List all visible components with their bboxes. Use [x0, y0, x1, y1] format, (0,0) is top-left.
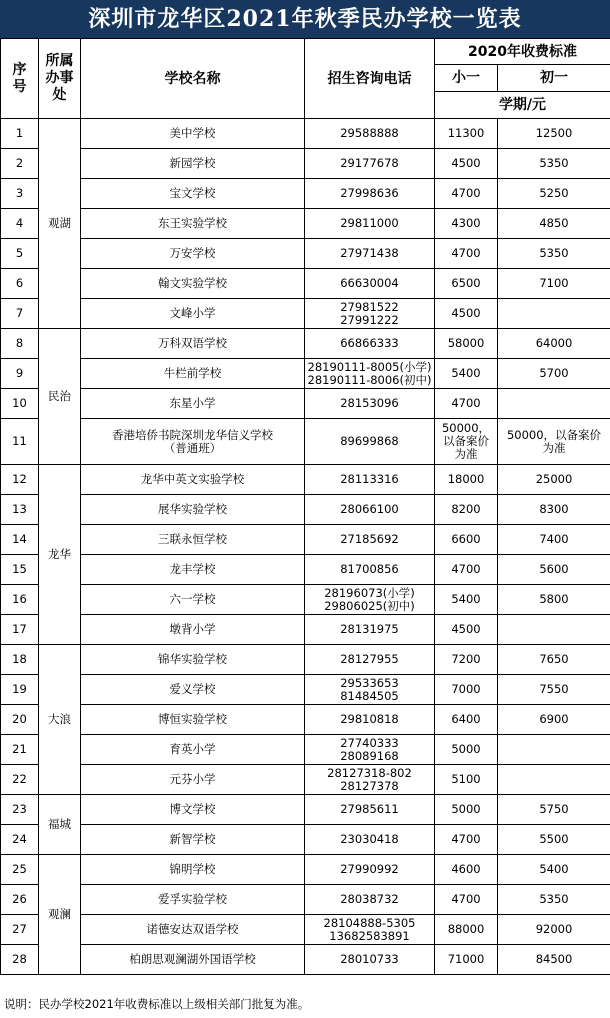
- school-name: 元芬小学: [81, 765, 305, 795]
- school-name: 博文学校: [81, 795, 305, 825]
- fee-junior: 92000: [498, 915, 610, 945]
- phone-number: 28066100: [305, 495, 435, 525]
- fee-primary: 7000: [435, 675, 498, 705]
- fee-junior: 25000: [498, 465, 610, 495]
- page-title: 深圳市龙华区2021年秋季民办学校一览表: [0, 0, 610, 38]
- fee-primary: 18000: [435, 465, 498, 495]
- phone-number: 28153096: [305, 389, 435, 419]
- row-index: 10: [1, 389, 39, 419]
- school-name: 育英小学: [81, 735, 305, 765]
- phone-number: 27985611: [305, 795, 435, 825]
- header-junior: 初一: [498, 65, 610, 92]
- school-name: 文峰小学: [81, 299, 305, 329]
- phone-number: 28104888-5305 13682583891: [305, 915, 435, 945]
- row-index: 24: [1, 825, 39, 855]
- fee-primary: 8200: [435, 495, 498, 525]
- school-name: 万科双语学校: [81, 329, 305, 359]
- school-name: 东王实验学校: [81, 209, 305, 239]
- phone-number: 28127318-802 28127378: [305, 765, 435, 795]
- header-primary: 小一: [435, 65, 498, 92]
- school-name: 爱孚实验学校: [81, 885, 305, 915]
- office-cell: 观湖: [39, 119, 81, 329]
- row-index: 3: [1, 179, 39, 209]
- table-row: [1, 419, 610, 465]
- school-name: 墩背小学: [81, 615, 305, 645]
- fee-primary: 7200: [435, 645, 498, 675]
- fee-junior: 12500: [498, 119, 610, 149]
- table-row: [1, 269, 610, 299]
- phone-number: 28113316: [305, 465, 435, 495]
- school-name: 爱义学校: [81, 675, 305, 705]
- fee-primary: 4700: [435, 825, 498, 855]
- fee-primary: 4700: [435, 885, 498, 915]
- fee-junior: 5350: [498, 239, 610, 269]
- table-row: [1, 765, 610, 795]
- fee-primary: 5400: [435, 585, 498, 615]
- table-row: [1, 119, 610, 149]
- phone-number: 27981522 27991222: [305, 299, 435, 329]
- fee-junior: 5350: [498, 149, 610, 179]
- school-name: 六一学校: [81, 585, 305, 615]
- phone-number: 29810818: [305, 705, 435, 735]
- row-index: 19: [1, 675, 39, 705]
- school-name: 博恒实验学校: [81, 705, 305, 735]
- school-name: 美中学校: [81, 119, 305, 149]
- table-row: [1, 359, 610, 389]
- phone-number: 29588888: [305, 119, 435, 149]
- fee-junior: [498, 299, 610, 329]
- fee-junior: 7550: [498, 675, 610, 705]
- fee-junior: [498, 735, 610, 765]
- phone-number: 66866333: [305, 329, 435, 359]
- fee-junior: 5400: [498, 855, 610, 885]
- row-index: 23: [1, 795, 39, 825]
- fee-junior: 7650: [498, 645, 610, 675]
- fee-junior: 6900: [498, 705, 610, 735]
- fee-junior: 5800: [498, 585, 610, 615]
- table-row: [1, 855, 610, 885]
- phone-number: 23030418: [305, 825, 435, 855]
- row-index: 7: [1, 299, 39, 329]
- table-row: [1, 299, 610, 329]
- fee-primary: 5000: [435, 735, 498, 765]
- fee-junior: [498, 389, 610, 419]
- school-name: 万安学校: [81, 239, 305, 269]
- school-name: 诺德安达双语学校: [81, 915, 305, 945]
- row-index: 20: [1, 705, 39, 735]
- phone-number: 28010733: [305, 945, 435, 975]
- row-index: 26: [1, 885, 39, 915]
- fee-primary: 5400: [435, 359, 498, 389]
- table-body: [1, 119, 610, 975]
- school-name: 锦明学校: [81, 855, 305, 885]
- fee-junior: 5350: [498, 885, 610, 915]
- table-row: [1, 389, 610, 419]
- header-school-name: 学校名称: [81, 39, 305, 119]
- fee-primary: 6500: [435, 269, 498, 299]
- header-index: 序号: [1, 39, 39, 119]
- fee-primary: 4700: [435, 239, 498, 269]
- phone-number: 81700856: [305, 555, 435, 585]
- row-index: 27: [1, 915, 39, 945]
- row-index: 1: [1, 119, 39, 149]
- fee-primary: 5000: [435, 795, 498, 825]
- fee-primary: 11300: [435, 119, 498, 149]
- fee-junior: 5500: [498, 825, 610, 855]
- fee-junior: [498, 765, 610, 795]
- phone-number: 66630004: [305, 269, 435, 299]
- row-index: 4: [1, 209, 39, 239]
- header-unit: 学期/元: [435, 92, 610, 119]
- table-row: [1, 915, 610, 945]
- fee-primary: 4500: [435, 615, 498, 645]
- row-index: 6: [1, 269, 39, 299]
- phone-number: 27998636: [305, 179, 435, 209]
- phone-number: 27740333 28089168: [305, 735, 435, 765]
- office-cell: 龙华: [39, 465, 81, 645]
- table-row: [1, 585, 610, 615]
- table-row: [1, 555, 610, 585]
- school-name: 香港培侨书院深圳龙华信义学校 （普通班）: [81, 419, 305, 465]
- table-row: [1, 495, 610, 525]
- school-name: 柏朗思观澜湖外国语学校: [81, 945, 305, 975]
- fee-primary: 50000， 以备案价 为准: [435, 419, 498, 465]
- fee-primary: 4600: [435, 855, 498, 885]
- school-name: 牛栏前学校: [81, 359, 305, 389]
- fee-primary: 6400: [435, 705, 498, 735]
- fee-primary: 5100: [435, 765, 498, 795]
- office-cell: 民治: [39, 329, 81, 465]
- fee-primary: 88000: [435, 915, 498, 945]
- phone-number: 29177678: [305, 149, 435, 179]
- row-index: 2: [1, 149, 39, 179]
- school-name: 东星小学: [81, 389, 305, 419]
- table-row: [1, 615, 610, 645]
- fee-junior: 5250: [498, 179, 610, 209]
- school-name: 展华实验学校: [81, 495, 305, 525]
- fee-primary: 6600: [435, 525, 498, 555]
- table-row: [1, 945, 610, 975]
- row-index: 25: [1, 855, 39, 885]
- fee-primary: 4700: [435, 179, 498, 209]
- table-row: [1, 825, 610, 855]
- row-index: 28: [1, 945, 39, 975]
- table-row: [1, 239, 610, 269]
- row-index: 15: [1, 555, 39, 585]
- phone-number: 29533653 81484505: [305, 675, 435, 705]
- row-index: 21: [1, 735, 39, 765]
- phone-number: 28196073(小学) 29806025(初中): [305, 585, 435, 615]
- phone-number: 27971438: [305, 239, 435, 269]
- school-name: 三联永恒学校: [81, 525, 305, 555]
- office-cell: 观澜: [39, 855, 81, 975]
- footnote: 说明：民办学校2021年收费标准以上级相关部门批复为准。: [4, 997, 310, 1011]
- table-row: [1, 735, 610, 765]
- table-row: [1, 645, 610, 675]
- fee-junior: [498, 615, 610, 645]
- fee-junior: 5750: [498, 795, 610, 825]
- table-row: [1, 329, 610, 359]
- table-row: [1, 149, 610, 179]
- school-name: 新智学校: [81, 825, 305, 855]
- school-name: 宝文学校: [81, 179, 305, 209]
- phone-number: 29811000: [305, 209, 435, 239]
- row-index: 5: [1, 239, 39, 269]
- fee-junior: 5600: [498, 555, 610, 585]
- phone-number: 28131975: [305, 615, 435, 645]
- table-row: [1, 465, 610, 495]
- phone-number: 28190111-8005(小学) 28190111-8006(初中): [305, 359, 435, 389]
- row-index: 22: [1, 765, 39, 795]
- row-index: 14: [1, 525, 39, 555]
- row-index: 12: [1, 465, 39, 495]
- phone-number: 89699868: [305, 419, 435, 465]
- table-row: [1, 795, 610, 825]
- row-index: 18: [1, 645, 39, 675]
- table-row: [1, 179, 610, 209]
- row-index: 8: [1, 329, 39, 359]
- fee-primary: 4500: [435, 299, 498, 329]
- school-name: 翰文实验学校: [81, 269, 305, 299]
- header-office: 所属办事处: [39, 39, 81, 119]
- fee-junior: 84500: [498, 945, 610, 975]
- fee-primary: 4500: [435, 149, 498, 179]
- phone-number: 27185692: [305, 525, 435, 555]
- school-name: 锦华实验学校: [81, 645, 305, 675]
- office-cell: 大浪: [39, 645, 81, 795]
- row-index: 16: [1, 585, 39, 615]
- row-index: 13: [1, 495, 39, 525]
- school-name: 新园学校: [81, 149, 305, 179]
- phone-number: 28038732: [305, 885, 435, 915]
- fee-primary: 4700: [435, 555, 498, 585]
- school-name: 龙华中英文实验学校: [81, 465, 305, 495]
- table-row: [1, 885, 610, 915]
- header-fee-group: 2020年收费标准: [435, 39, 610, 65]
- fee-junior: 7400: [498, 525, 610, 555]
- fee-primary: 58000: [435, 329, 498, 359]
- table-row: [1, 705, 610, 735]
- fee-primary: 4700: [435, 389, 498, 419]
- office-cell: 福城: [39, 795, 81, 855]
- phone-number: 28127955: [305, 645, 435, 675]
- fee-junior: 64000: [498, 329, 610, 359]
- fee-junior: 4850: [498, 209, 610, 239]
- school-name: 龙丰学校: [81, 555, 305, 585]
- fee-junior: 5700: [498, 359, 610, 389]
- row-index: 17: [1, 615, 39, 645]
- fee-primary: 71000: [435, 945, 498, 975]
- fee-junior: 8300: [498, 495, 610, 525]
- table-row: [1, 675, 610, 705]
- row-index: 9: [1, 359, 39, 389]
- row-index: 11: [1, 419, 39, 465]
- header-phone: 招生咨询电话: [305, 39, 435, 119]
- school-table: [0, 38, 610, 975]
- fee-junior: 7100: [498, 269, 610, 299]
- table-row: [1, 525, 610, 555]
- phone-number: 27990992: [305, 855, 435, 885]
- fee-junior: 50000，以备案价 为准: [498, 419, 610, 465]
- table-row: [1, 209, 610, 239]
- fee-primary: 4300: [435, 209, 498, 239]
